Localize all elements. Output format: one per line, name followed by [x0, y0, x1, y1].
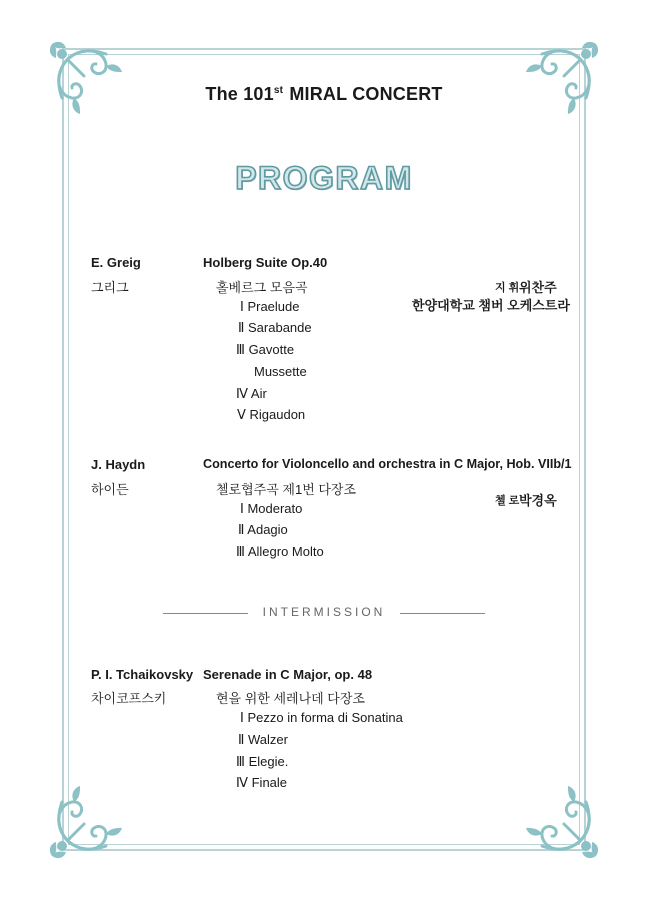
work-title-korean: 현을 위한 세레나데 다장조: [216, 691, 365, 706]
composer-name: P. I. Tchaikovsky: [91, 667, 194, 682]
concert-title-ordinal: st: [273, 85, 284, 96]
movement: Ⅰ Pezzo in forma di Sonatina: [240, 710, 403, 725]
intermission-label: INTERMISSION: [262, 605, 386, 619]
corner-ornament-bottom-left: [44, 784, 124, 864]
work-title-korean: 홀베르그 모음곡: [216, 280, 308, 295]
performer-role: 첼 로: [495, 495, 520, 507]
composer-name-korean: 차이코프스키: [91, 691, 167, 706]
work-title-korean: 첼로협주곡 제1번 다장조: [216, 482, 357, 497]
intermission-divider: [0, 604, 648, 624]
program-heading: PROGRAM: [235, 160, 413, 196]
movement: Ⅲ Allegro Molto: [236, 544, 324, 559]
movement: Ⅴ Rigaudon: [237, 407, 306, 422]
composer-name-korean: 그리그: [91, 280, 129, 295]
performer-group: 한양대학교 챔버 오케스트라: [412, 298, 570, 313]
movement: Ⅲ Gavotte: [236, 342, 295, 357]
performer-name: 위찬주: [519, 280, 557, 295]
movement: Ⅰ Praelude: [240, 299, 300, 314]
movement: Ⅲ Elegie.: [236, 754, 289, 769]
performer-role: 지 휘: [495, 282, 520, 294]
work-title: Concerto for Violoncello and orchestra in C Major, Hob. VIIb/1: [203, 457, 572, 471]
composer-name-korean: 하이든: [91, 482, 129, 497]
concert-title: [0, 84, 648, 105]
performer-name: 박경옥: [519, 493, 557, 508]
movement: Ⅰ Moderato: [240, 501, 303, 516]
corner-ornament-bottom-right: [524, 784, 604, 864]
concert-title-name: MIRAL CONCERT: [284, 84, 443, 104]
movement: Ⅱ Walzer: [238, 732, 288, 747]
movement: Ⅳ Finale: [236, 775, 288, 790]
work-title: Serenade in C Major, op. 48: [203, 667, 373, 682]
work-title: Holberg Suite Op.40: [203, 255, 328, 270]
divider-line-right: [400, 613, 485, 614]
composer-name: J. Haydn: [91, 457, 146, 472]
movement: Mussette: [254, 364, 307, 379]
concert-title-number: The 101: [205, 84, 274, 104]
movement: Ⅱ Adagio: [238, 522, 288, 537]
composer-name: E. Greig: [91, 255, 141, 270]
movement: Ⅱ Sarabande: [238, 320, 312, 335]
movement: Ⅳ Air: [236, 386, 267, 401]
